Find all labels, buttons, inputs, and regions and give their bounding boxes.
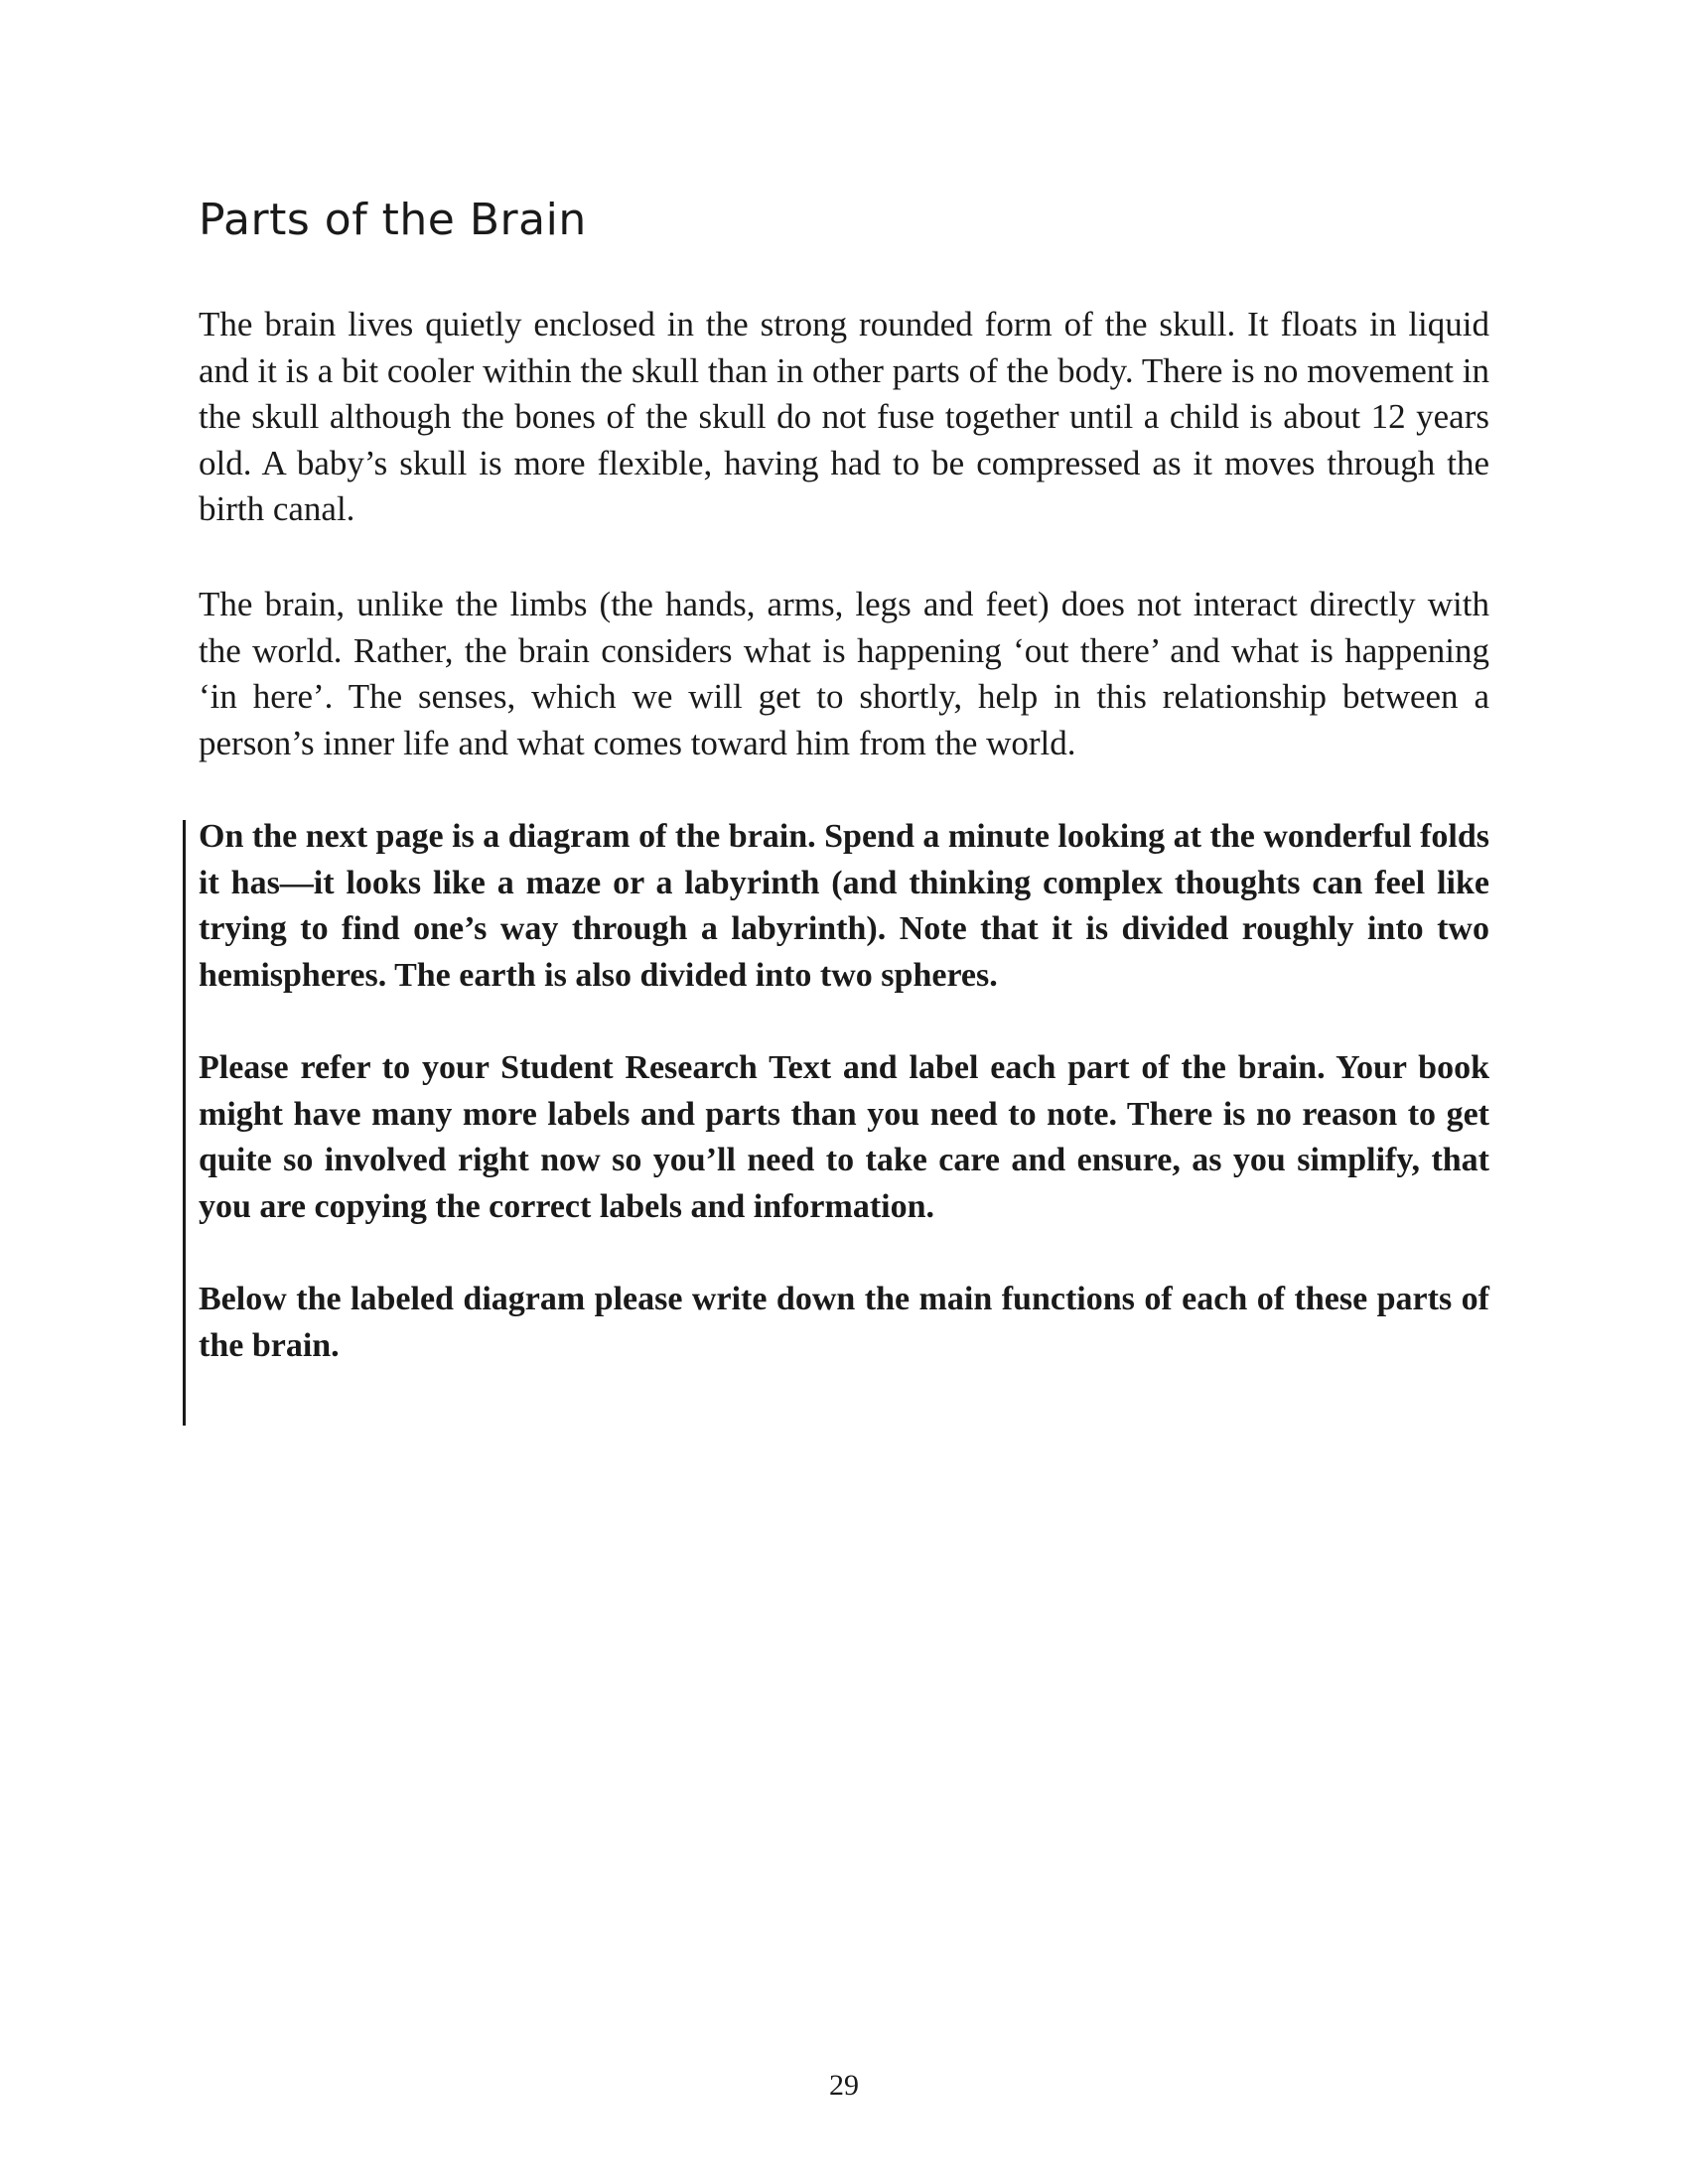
page-number: 29 [829,2069,859,2102]
body-paragraph-limbs: The brain, unlike the limbs (the hands, arms, legs and feet) does not interact directly with the world. Rather, the brain considers what is happening ‘out there’ and what is happening ‘in here’. The senses, which we will get to shortly, help in this relationship between a person’s inner life and what comes toward him from the world. [199,585,1489,762]
instructions-block [199,814,1489,1416]
instruction-diagram: On the next page is a diagram of the brain. Spend a minute looking at the wonderful folds it has—it looks like a maze or a labyrinth (and thinking complex thoughts can feel like trying to find one’s way through a labyrinth). Note that it is divided roughly into two hemispheres. The earth is also divided into two spheres. [199,818,1489,994]
margin-change-bar [183,820,186,1426]
body-paragraph-skull: The brain lives quietly enclosed in the strong rounded form of the skull. It floats in liquid and it is a bit cooler within the skull than in other parts of the body. There is no movement in the skull although the bones of the skull do not fuse together until a child is about 12 years old. A baby’s skull is more flexible, having had to be compressed as it moves through the birth canal. [199,305,1489,528]
page-title: Parts of the Brain [199,195,587,245]
instruction-functions: Below the labeled diagram please write down the main functions of each of these parts of the brain. [199,1281,1489,1364]
instruction-label: Please refer to your Student Research Text and label each part of the brain. Your book might have many more labels and parts than you need to note. There is no reason to get quite so involved right now so you’ll need to take care and ensure, as you simplify, that you are copying the correct labels and information. [199,1049,1489,1225]
